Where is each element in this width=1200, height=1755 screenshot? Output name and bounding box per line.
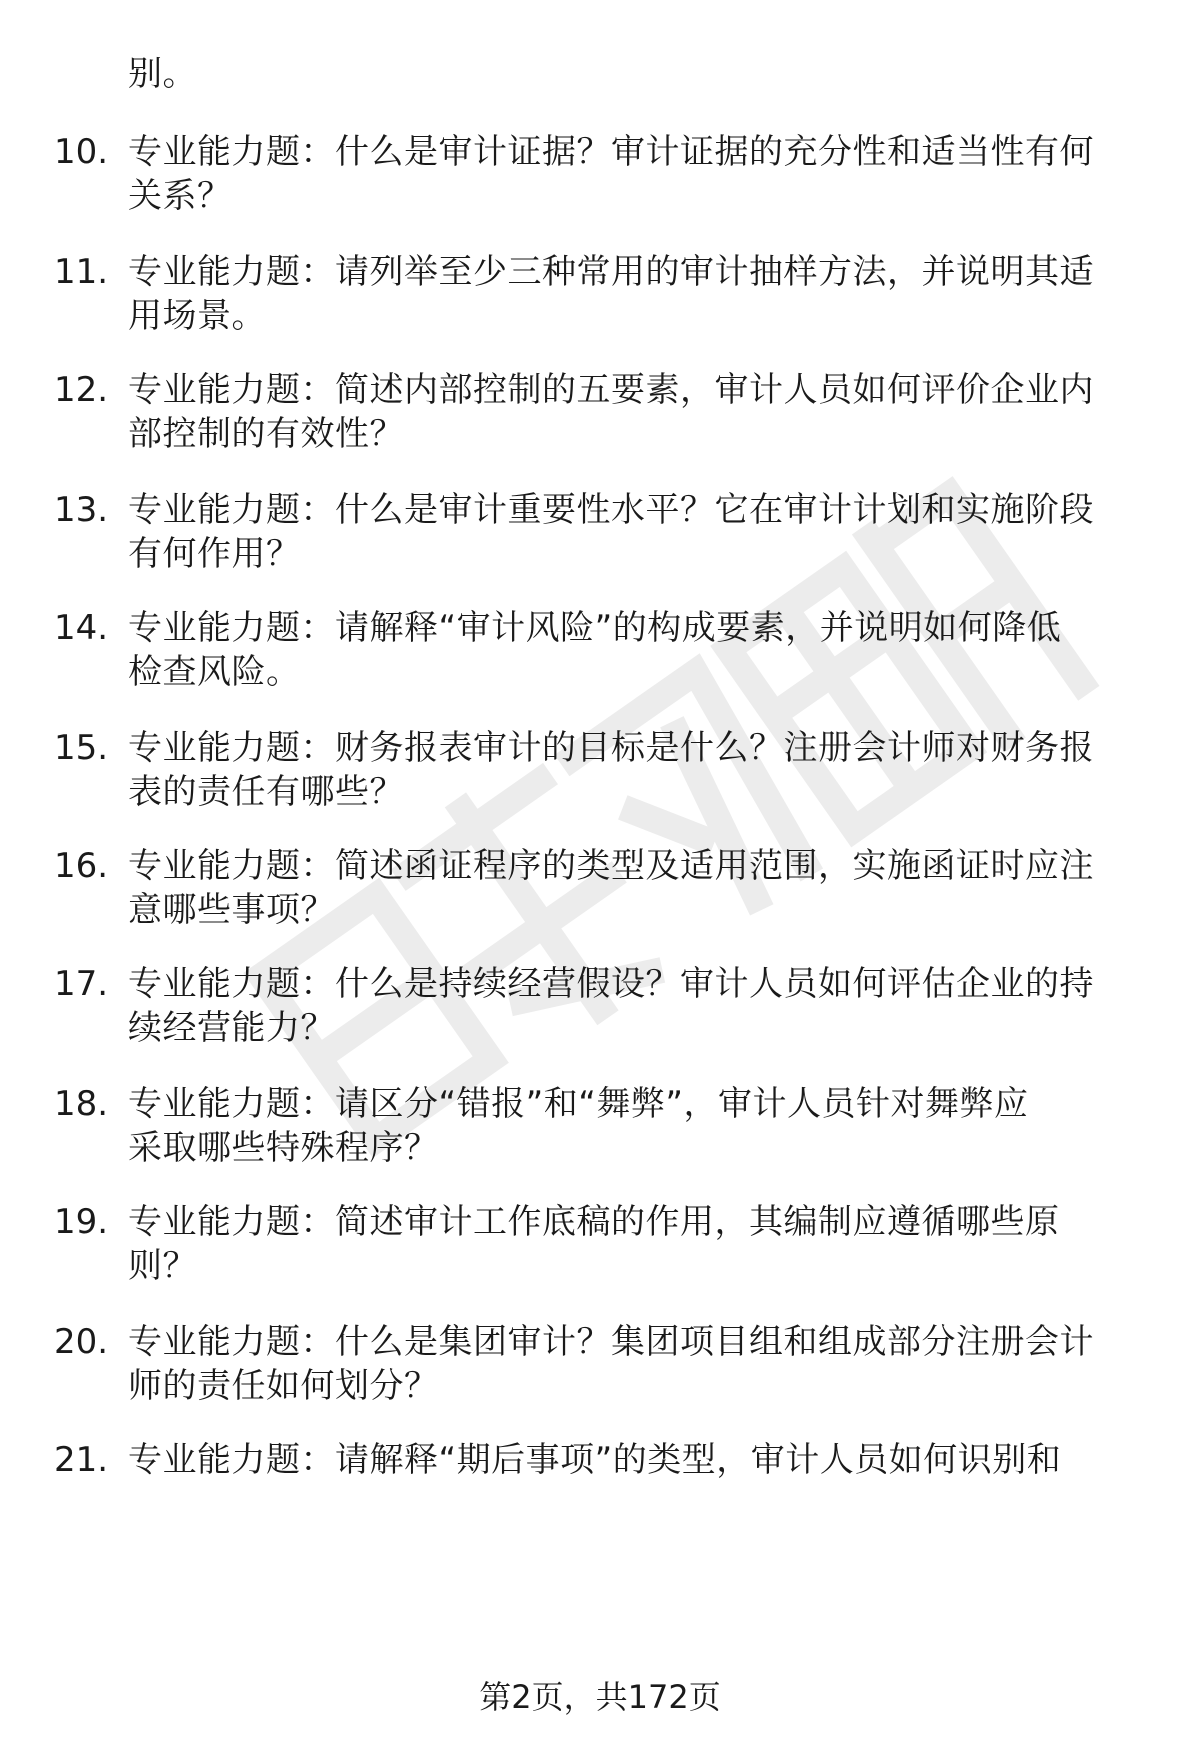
question-number: 14. — [54, 608, 109, 648]
question-number: 13. — [54, 490, 109, 530]
question-text: 专业能力题：简述内部控制的五要素，审计人员如何评价企业内 — [128, 370, 1094, 410]
question-text-cont: 有何作用？ — [128, 534, 301, 574]
question-text: 专业能力题：什么是审计证据？审计证据的充分性和适当性有何 — [128, 132, 1094, 172]
question-number: 12. — [54, 370, 109, 410]
question-text-cont: 关系？ — [128, 176, 232, 216]
question-text-cont: 表的责任有哪些？ — [128, 772, 404, 812]
question-text-cont: 意哪些事项？ — [128, 890, 335, 930]
question-text: 专业能力题：简述函证程序的类型及适用范围，实施函证时应注 — [128, 846, 1094, 886]
question-number: 16. — [54, 846, 109, 886]
question-text: 专业能力题：请列举至少三种常用的审计抽样方法，并说明其适 — [128, 252, 1094, 292]
question-number: 15. — [54, 728, 109, 768]
question-number: 10. — [54, 132, 109, 172]
question-text: 专业能力题：什么是持续经营假设？审计人员如何评估企业的持 — [128, 964, 1094, 1004]
question-text-cont: 师的责任如何划分？ — [128, 1366, 439, 1406]
question-text: 专业能力题：请区分“错报”和“舞弊”，审计人员针对舞弊应 — [128, 1084, 1029, 1124]
question-text: 专业能力题：财务报表审计的目标是什么？注册会计师对财务报 — [128, 728, 1094, 768]
question-text-cont: 检查风险。 — [128, 652, 301, 692]
question-text: 专业能力题：请解释“审计风险”的构成要素，并说明如何降低 — [128, 608, 1062, 648]
question-number: 17. — [54, 964, 109, 1004]
question-number: 21. — [54, 1440, 109, 1480]
question-text: 专业能力题：什么是集团审计？集团项目组和组成部分注册会计 — [128, 1322, 1094, 1362]
continuation-text: 别。 — [128, 54, 197, 94]
question-number: 20. — [54, 1322, 109, 1362]
question-number: 19. — [54, 1202, 109, 1242]
question-number: 18. — [54, 1084, 109, 1124]
question-text-cont: 部控制的有效性？ — [128, 414, 404, 454]
question-text: 专业能力题：简述审计工作底稿的作用，其编制应遵循哪些原 — [128, 1202, 1060, 1242]
question-text-cont: 则？ — [128, 1246, 197, 1286]
question-text: 专业能力题：请解释“期后事项”的类型，审计人员如何识别和 — [128, 1440, 1062, 1480]
question-number: 11. — [54, 252, 109, 292]
question-text-cont: 采取哪些特殊程序？ — [128, 1128, 439, 1168]
page-footer: 第2页，共172页 — [479, 1678, 721, 1716]
question-text: 专业能力题：什么是审计重要性水平？它在审计计划和实施阶段 — [128, 490, 1094, 530]
question-text-cont: 续经营能力？ — [128, 1008, 335, 1048]
question-text-cont: 用场景。 — [128, 296, 266, 336]
